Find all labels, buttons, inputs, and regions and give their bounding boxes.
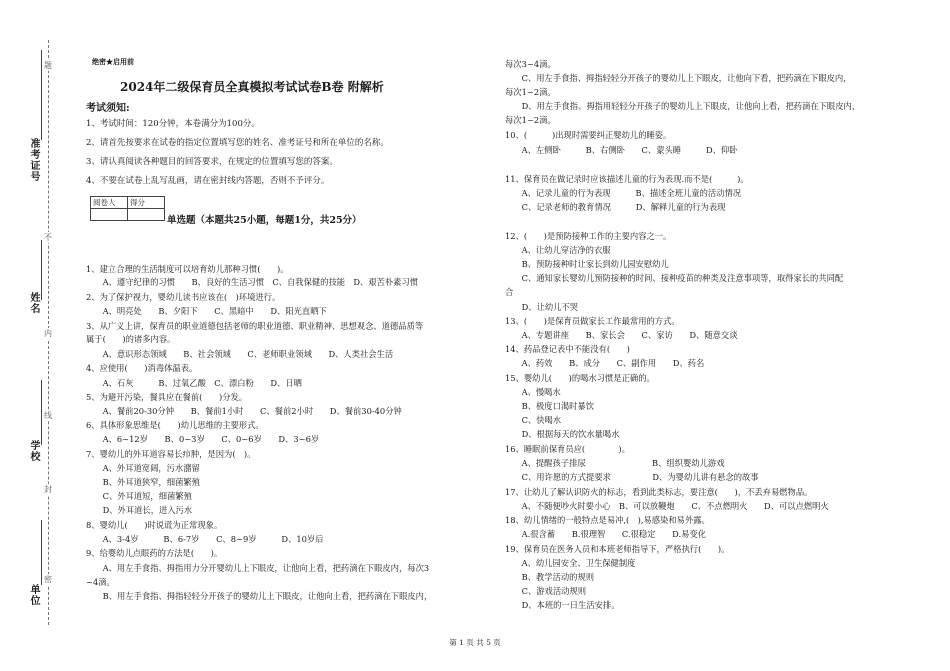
option-line: B、极度口渴时暴饮 [505,401,595,411]
option-line: A、外耳道宽阔，污水潴留 [86,463,200,473]
grader-cell[interactable] [91,209,128,221]
seal-char-4: 线 [44,411,52,420]
option-line: A、药效 B、成分 C、副作用 D、药名 [505,358,705,368]
option-line: A、左侧卧 B、右侧卧 C、蒙头睡 D、仰卧 [505,145,738,155]
grader-table [90,196,165,221]
paper-title: 2024年二级保育员全真模拟考试试卷B卷 附解析 [120,80,384,94]
option-line: A、专题讲座 B、家长会 C、家访 D、随意交谈 [505,330,738,340]
question-line: 19、保育员在医务人员和本班老师指导下，严格执行( )。 [505,544,730,554]
page-footer: 第 1 页 共 5 页 [449,638,501,647]
option-line: A、记录儿童的行为表现 B、描述全班儿童的活动情况 [505,188,742,198]
option-line: A、提醒孩子排尿 B、组织婴幼儿游戏 [505,458,725,468]
notice-item: 1、考试时间：120分钟，本卷满分为100分。 [86,119,260,129]
option-line: A、意识形态领域 B、社会领域 C、老师职业领域 D、人类社会生活 [86,349,394,359]
option-line: A.很含蓄 B.很理智 C.很稳定 D.易变化 [505,529,706,539]
score-cell[interactable] [128,209,165,221]
question-line: 5、为避开污染，餐具应在餐前( )分发。 [86,392,248,402]
question-line: 12、( )是预防接种工作的主要内容之一。 [505,231,672,241]
option-line: C、快喝水 [505,415,562,425]
option-line: A、石灰 B、过氧乙酸 C、漂白粉 D、日晒 [86,378,302,388]
option-line: C、通知家长婴幼儿预防接种的时间、接种疫苗的种类及注意事项等，取得家长的共同配 [505,273,844,283]
question-line: 属于( )的诸多内容。 [86,334,176,344]
option-line: A、用左手食指、拇指用力分开婴幼儿上下眼皮，让他向上看，把药滴在下眼皮内，每次3 [86,563,430,573]
question-line: 10、( )出现时需要纠正婴幼儿的睡姿。 [505,130,672,140]
question-line: 17、让幼儿了解认识防火的标志，看到此类标志，要注意( )，不丢弃易燃物品。 [505,487,813,497]
option-line: D、根据每天的饮水量喝水 [505,429,620,439]
question-line: 16、睡眠前保育员应( )。 [505,444,630,454]
option-line: A、慢喝水 [505,387,561,397]
question-line: 2、为了保护视力，婴幼儿读书应该在( )环境进行。 [86,292,281,302]
school-field[interactable] [41,380,42,445]
question-line: 11、保育员在做记录时应该描述儿童的行为表现.而不是( )。 [505,174,749,184]
option-line: A、不随便吵火时要小心 B、可以放鞭炮 C、不点燃明火 D、可以点燃明火 [505,501,829,511]
option-line: C、用许愿的方式提要求 D、为婴幼儿讲有悬念的故事 [505,472,759,482]
option-line: D、外耳道长，进入污水 [86,505,193,515]
question-line: 7、婴幼儿的外耳道容易长疖肿，是因为( )。 [86,449,256,459]
option-line: 合 [505,287,514,297]
notice-item: 3、请认真阅读各种题目的回答要求，在规定的位置填写您的答案。 [86,157,338,167]
grader-label: 阅卷人 [91,197,128,209]
option-line: B、教学活动的规则 [505,572,595,582]
question-line: 3、从广义上讲，保育员的职业道德包括老师的职业道德、职业精神、思想观念、道德品质等 [86,321,424,331]
option-line: ~4滴。 [86,577,115,587]
option-line: C、记录老师的教育情况 D、解释儿童的行为表现 [505,202,726,212]
option-line: A、3-4岁 B、6-7岁 C、8~9岁 D、10岁后 [86,534,324,544]
seal-char-3: 内 [44,329,52,338]
school-label: 学校 [28,440,39,462]
seal-char-6: 密 [44,575,52,584]
notice-item: 2、请首先按要求在试卷的指定位置填写您的姓名、准考证号和所在单位的名称。 [86,138,389,148]
option-line: B、用左手食指、拇指轻轻分开孩子的婴幼儿上下眼皮，让他向上看，把药滴在下眼皮内， [86,591,433,601]
score-label: 得分 [128,197,165,209]
seal-char-1: 题 [44,61,52,70]
question-line: 13、( )是保育员做家长工作最常用的方式。 [505,316,680,326]
question-line: 9、给婴幼儿点眼药的方法是( )。 [86,548,223,558]
option-line: A、让幼儿穿洁净的衣服 [505,245,611,255]
unit-field[interactable] [41,520,42,585]
option-line: A、餐前20-30分钟 B、餐前1小时 C、餐前2小时 D、餐前30-40分钟 [86,406,402,416]
notice-heading: 考试须知: [86,103,130,114]
option-line: 每次3~4滴。 [505,59,556,69]
option-line: 每次1~2滴。 [505,87,556,97]
question-line: 14、药品登记表中不能没有( ) [505,344,630,354]
option-line: D、本班的一日生活安排。 [505,600,620,610]
option-line: C、用左手食指、拇指轻轻分开孩子的婴幼儿上下眼皮，让他向下看，把药滴在下眼皮内， [505,73,852,83]
examinee-no-label: 准考证号 [28,138,39,182]
examinee-no-field[interactable] [41,50,42,140]
option-line: A、遵守纪律的习惯 B、良好的生活习惯 C、自我保健的技能 D、艰苦朴素习惯 [86,277,419,287]
seal-char-2: 不 [44,233,52,242]
unit-label: 单位 [28,584,39,606]
option-line: A、幼儿园安全、卫生保健制度 [505,558,636,568]
option-line: C、外耳道短，细菌繁殖 [86,491,192,501]
option-line: B、外耳道狭窄，细菌繁殖 [86,477,200,487]
secret-mark: 绝密★启用前 [92,57,134,66]
name-label: 姓名 [28,292,39,314]
option-line: C、游戏活动规则 [505,586,587,596]
question-line: 1、建立合理的生活制度可以培育幼儿那种习惯( )。 [86,264,289,274]
question-line: 4、应使用( )消毒体温表。 [86,363,198,373]
name-field[interactable] [41,240,42,300]
question-line: 6、具体形象思维是( )幼儿思维的主要形式。 [86,420,264,430]
notice-item: 4、不要在试卷上乱写乱画，请在密封线内答题，否则不予评分。 [86,176,330,186]
seal-char-5: 封 [44,485,52,494]
section-title: 单选题（本题共25小题，每题1分，共25分） [167,215,362,226]
option-line: D、用左手食指、拇指用轻轻分开孩子的婴幼儿上下眼皮，让他向上看，把药滴在下眼皮内， [505,101,861,111]
question-line: 15、婴幼儿( )的喝水习惯是正确的。 [505,373,655,383]
question-line: 8、婴幼儿( )时说谎为正常现象。 [86,520,223,530]
option-line: D、让幼儿不哭 [505,302,579,312]
option-line: A、明亮处 B、夕阳下 C、黑暗中 D、阳光直晒下 [86,306,327,316]
option-line: B、预防接种时让家长到幼儿园安慰幼儿 [505,259,669,269]
option-line: A、6~12岁 B、0~3岁 C、0~6岁 D、3~6岁 [86,434,320,444]
option-line: 每次1~2滴。 [505,115,556,125]
question-line: 18、幼儿情绪的一般特点是易冲,( ),易感染和易外露。 [505,515,710,525]
